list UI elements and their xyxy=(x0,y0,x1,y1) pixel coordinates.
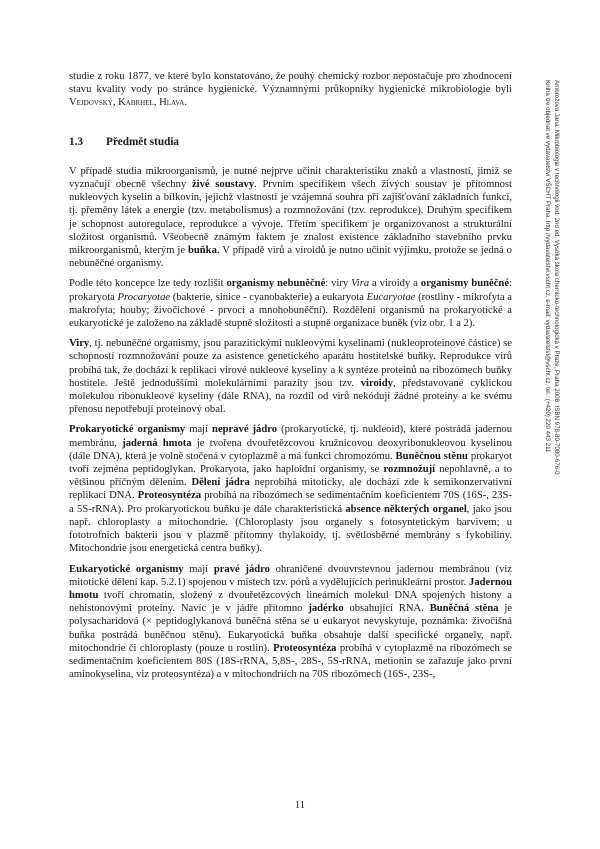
body-paragraph xyxy=(69,277,512,330)
text-run: . V případě virů a viroidů je nutno učinit výjimku, protože se jedná o nebuněčné organismy. xyxy=(69,245,512,270)
text-run: prokaryot tvoří zejména peptidoglykan. Prokaryota, jako haploidní organismy, se xyxy=(69,450,513,476)
section-heading xyxy=(69,136,512,149)
text-run: , tj. nebuněčné organismy, jsou parazitickými nukleovými kyselinami (nukleoproteinové částice) se schopností rozmnožování pouze za asistence genetického aparátu hostitelské buňky. Reprodukce virů probíhá tak, že dochází k replikaci virové nukleové kyseliny a k syntéze proteinů na ribozómech buňky hostitele. Ještě jednoduššími molekulárními parazity jsou tzv. xyxy=(69,338,512,389)
text-run: neprobíhá mitoticky, ale dochází zde k semikonzervativní replikaci DNA. xyxy=(69,477,512,502)
section-number: 1.3 xyxy=(69,135,83,148)
text-run: : viry xyxy=(325,278,352,290)
bold-term: Jadernou hmotu xyxy=(69,576,512,601)
text-run: , jako jsou např. chloroplasty a mitochondrie. (Chloroplasty jsou organely s fotosyntetickým barvivem; u fototrofních bakterií jsou v plazmě přítomny thylakoidy, tj. světlosběrné membrány s fykobiliny. Mitochondrie jsou energetická centra buňky). xyxy=(69,503,512,555)
body-paragraphs xyxy=(69,165,512,682)
text-run: (prokaryotické, tj. nukleoid), které postrádá jadernou membránu, xyxy=(69,424,512,449)
body-paragraph xyxy=(69,563,512,682)
bold-term: nepravé jádro xyxy=(212,424,278,436)
page-content xyxy=(69,70,512,688)
text-run: tvoří chromatin, složený z dvouřetězcových lineárních molekul DNA spojených histony a nehistonovými proteiny. Navíc je v jádře přítomno xyxy=(69,589,512,615)
bold-term: Eukaryotické organismy xyxy=(69,563,184,575)
side-citation xyxy=(543,80,560,600)
body-paragraph xyxy=(69,165,512,271)
body-paragraph xyxy=(69,337,512,416)
bold-term: buňka xyxy=(188,245,217,257)
text-run: : prokaryota xyxy=(69,278,512,303)
text-run: (rostliny - mikrofyta a makrofyta; houby; živočichové - prvoci a mnohobuněční). Rozdělení organismů na prokaryotické a eukaryotické je založeno na základě stupně složitosti a stupně organizace buněk (viz obr. 1 a 2). xyxy=(69,291,512,330)
text-run: je polysacharidová (× peptidoglykanová buněčná stěna se u eukaryot nevyskytuje, poznámka: živočišná buňka postrádá buněčnou stěnu). Eukaryotická buňka obsahuje další specifické organely, např. mitochondrie či chloroplasty (pouze u rostlin). xyxy=(69,603,512,654)
italic-term: Procaryotae xyxy=(117,291,171,303)
text-run: (bakterie, sinice - cyanobakterie) a eukaryota xyxy=(170,291,367,303)
bold-term: Buněčná stěna xyxy=(429,603,499,615)
text-run: a viroidy a xyxy=(369,278,421,290)
bold-term: absence některých organel xyxy=(345,503,467,515)
bold-term: Buněčnou stěnu xyxy=(395,450,468,462)
author-name: Vejdovský xyxy=(69,97,113,109)
body-paragraph xyxy=(69,423,512,555)
bold-term: organismy buněčné xyxy=(420,278,510,290)
bold-term: Proteosyntéza xyxy=(137,490,202,502)
text-run: probíhá na ribozómech se sedimentačním koeficientem 70S (16S-, 23S- a 5S-rRNA). Pro prokaryotickou buňku je dále charakteristická xyxy=(69,490,512,515)
bold-term: Viry xyxy=(69,338,90,350)
bold-term: rozmnožují xyxy=(383,464,436,476)
text-run: Podle této koncepce lze tedy rozlišit xyxy=(69,278,227,290)
bold-term: jadérko xyxy=(308,603,344,615)
bold-term: jaderná hmota xyxy=(122,437,192,449)
text-run: , představované cyklickou molekulou ribonukleové kyseliny (dále RNA), na rozdíl od virů nekódují žádné proteiny a ke svému přenosu nepotřebují proteinový obal. xyxy=(69,377,512,416)
italic-term: Eucaryotae xyxy=(366,291,416,303)
text-run: ohraničené dvouvrstevnou jadernou membránou (viz mitotické dělení kap. 5.2.1) spojenou v místech tzv. pórů a vydělujících perinukleární prostor. xyxy=(69,563,513,588)
text-run: mají xyxy=(183,563,214,575)
text-run: . Prvním specifikem všech živých soustav je přítomnost nukleových kyselin a bílkovin, jejichž vlastnosti je vzájemná souhra při zajišťování základních funkcí, tj. přeměny látek a energie (tzv. metabolismus) a rozmnožování (tzv. reprodukce). Druhým specifikem je schopnost autoregulace, reprodukce a vývoje. Třetím specifikem je organizovanost a strukturální složitost organismů. Všeobecně známým faktem je znalost existence základního stavebního prvku mikroorganismů, kterým je xyxy=(69,179,512,257)
citation-line: Ambrožová Jana: Mikrobiologie v technologii vod. 2nd ed. Vysoká škola chemicko-technologická v Praze, Praha 2008. ISBN 978-80-7080-676-0 xyxy=(553,80,560,475)
bold-term: viroidy xyxy=(360,377,393,389)
page-number: 11 xyxy=(294,800,306,811)
bold-term: Proteosyntéza xyxy=(273,642,337,654)
text-run: probíhá v cytoplazmě na ribozómech se sedimentačním koeficientem 80S (18S-rRNA, 5,8S-, 28S-, 5S-rRNA, metionin se zařazuje jako první aminokyselina, viz proteosyntéza) a v mitochondriích na 70S ribozómech (16S-, 23S-, xyxy=(69,642,513,681)
author-name: Hlava xyxy=(159,97,185,109)
bold-term: živé soustavy xyxy=(191,179,255,191)
author-name: Kabrhel xyxy=(118,97,154,109)
bold-term: organismy nebuněčné xyxy=(226,278,326,290)
bold-term: Prokaryotické organismy xyxy=(69,424,186,436)
order-line: Kniha lze objednat ve vydavatelství VŠCHT Praha, http://vydavatelstvi.vscht.cz, e-mail: vydavatelstvi@vscht.cz, tel.: (+420) 220 443 211 xyxy=(544,80,552,453)
italic-term: Vira xyxy=(351,278,370,290)
intro-paragraph xyxy=(69,70,512,110)
text-run: V případě studia mikroorganismů, je nutné nejprve učinit charakteristiku znaků a vlastností, jimiž se vyznačují obecně všechny xyxy=(69,165,512,191)
text-run: mají xyxy=(185,424,213,436)
bold-term: pravé jádro xyxy=(213,563,270,575)
bold-term: Dělení jádra xyxy=(191,477,250,489)
text-run: obsahující RNA. xyxy=(343,603,430,615)
separator: , xyxy=(112,97,119,109)
text-run: je tvořena dvouřetězcovou kružnicovou deoxyribonukleovou kyselinou (dále DNA), která je volně stočená v cytoplazmě a má funkci chromozómu. xyxy=(69,437,512,462)
period: . xyxy=(184,97,188,109)
intro-text: studie z roku 1877, ve které bylo konstatováno, že pouhý chemický rozbor nepostačuje pro zhodnocení stavu kvality vody po stránce hygienické. Významnými průkopníky hygienické mikrobiologie byli xyxy=(69,71,512,96)
text-run: nepohlavně, a to většinou příčným dělením. xyxy=(69,464,512,489)
section-title: Předmět studia xyxy=(106,135,180,148)
separator: , xyxy=(153,97,160,109)
